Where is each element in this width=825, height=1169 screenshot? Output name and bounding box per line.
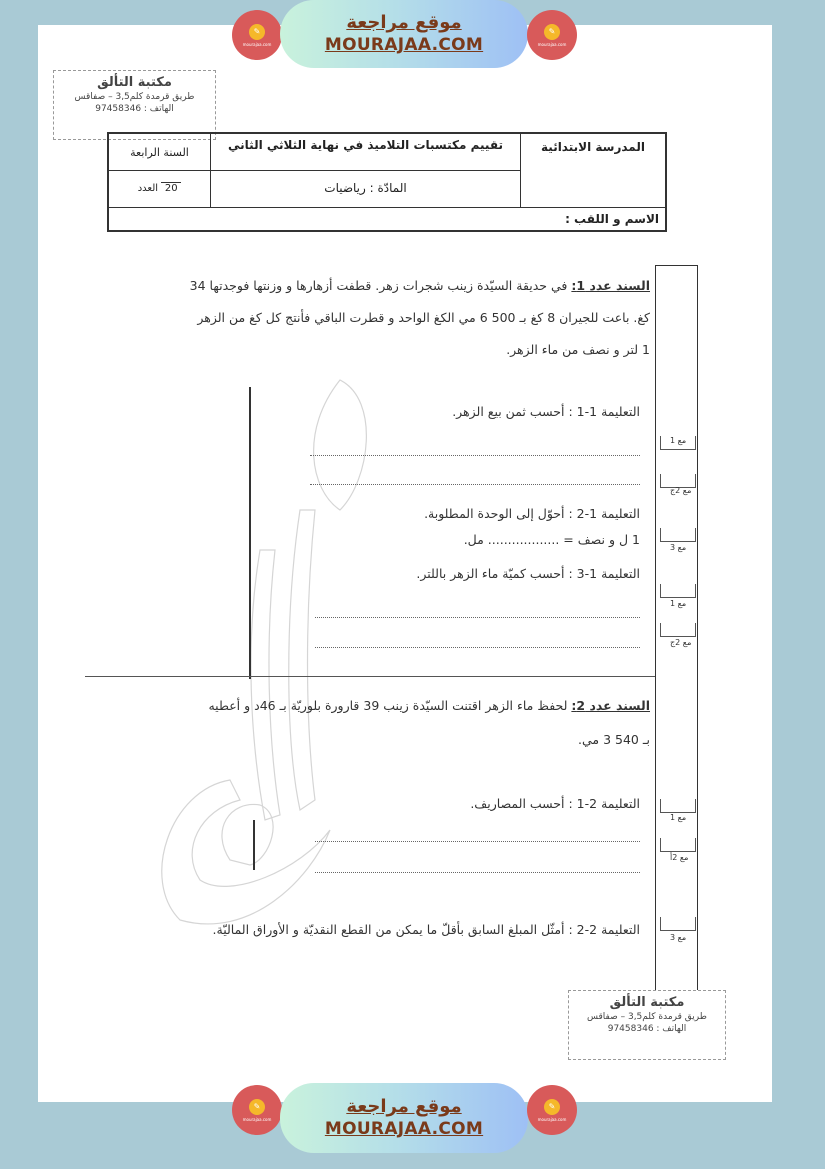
site-banner-bottom[interactable] <box>280 1083 528 1153</box>
banner-title-en: MOURAJAA.COM <box>324 1119 484 1139</box>
question-1-1: التعليمة 1-1 : أحسب ثمن بيع الزهر. <box>452 404 640 419</box>
section2-line2: بـ 540 3 مي. <box>578 732 650 747</box>
score-column: مع 1 مع 2ج مع 3 مع 1 مع 2ج مع 1 مع 2أ مع 3 <box>655 265 698 995</box>
banner-title-en: MOURAJAA.COM <box>324 35 484 55</box>
section2-line1: السند عدد 2: لحفظ ماء الزهر اقتنت السيّدة زينب 39 قارورة بلوريّة بـ 46د و أعطيه <box>208 698 650 713</box>
logo-badge-left: ✎ mourajaa.com <box>232 1085 282 1135</box>
question-1-2: التعليمة 1-2 : أحوّل إلى الوحدة المطلوبة. <box>424 506 640 521</box>
site-banner-top[interactable] <box>280 0 528 68</box>
banner-title-ar: موقع مراجعة <box>346 12 462 33</box>
conversion-line[interactable]: 1 ل و نصف = .................. مل. <box>463 532 640 547</box>
question-1-3: التعليمة 1-3 : أحسب كميّة ماء الزهر باللتر. <box>416 566 640 581</box>
exam-header-table <box>107 132 667 232</box>
student-name-field[interactable]: الاسم و اللقب : <box>565 212 659 226</box>
grade-level: السنة الرابعة <box>109 134 210 171</box>
logo-badge-right: ✎ mourajaa.com <box>527 10 577 60</box>
answer-line[interactable] <box>315 841 640 842</box>
section1-line2: كغ. باعت للجيران 8 كغ بـ 500 6 مي الكغ الواحد و قطرت الباقي فأنتج كل كغ من الزهر <box>197 310 650 325</box>
school-name: المدرسة الابتدائية <box>520 134 665 208</box>
book-icon: ✎ <box>249 24 265 40</box>
book-icon: ✎ <box>544 24 560 40</box>
score-box: 20 العدد <box>109 171 210 208</box>
answer-line[interactable] <box>315 647 640 648</box>
banner-title-ar: موقع مراجعة <box>346 1096 462 1117</box>
logo-badge-right: ✎ mourajaa.com <box>527 1085 577 1135</box>
book-icon: ✎ <box>249 1099 265 1115</box>
answer-line[interactable] <box>315 872 640 873</box>
book-icon: ✎ <box>544 1099 560 1115</box>
question-2-1: التعليمة 2-1 : أحسب المصاريف. <box>470 796 640 811</box>
divider <box>249 387 251 679</box>
answer-line[interactable] <box>310 455 640 456</box>
answer-line[interactable] <box>310 484 640 485</box>
divider <box>253 820 255 870</box>
exam-title: تقييم مكتسبات التلاميذ في نهاية الثلاثي الثاني <box>210 134 520 171</box>
logo-badge-left: ✎ mourajaa.com <box>232 10 282 60</box>
section1-line3: 1 لتر و نصف من ماء الزهر. <box>506 342 650 357</box>
question-2-2: التعليمة 2-2 : أمثّل المبلغ السابق بأقلّ ما يمكن من القطع النقديّة و الأوراق الماليّة. <box>212 922 640 937</box>
library-stamp-top: مكتبة التألق طريق قرمدة كلم3,5 – صفاقس الهاتف : 97458346 <box>53 70 216 140</box>
subject: المادّة : رياضيات <box>210 171 520 208</box>
library-stamp-bottom: مكتبة التألق طريق قرمدة كلم3,5 – صفاقس الهاتف : 97458346 <box>568 990 726 1060</box>
section-divider <box>85 676 655 677</box>
section1-line1: السند عدد 1: في حديقة السيّدة زينب شجرات زهر. قطفت أزهارها و وزنتها فوجدتها 34 <box>189 278 650 293</box>
answer-line[interactable] <box>315 617 640 618</box>
